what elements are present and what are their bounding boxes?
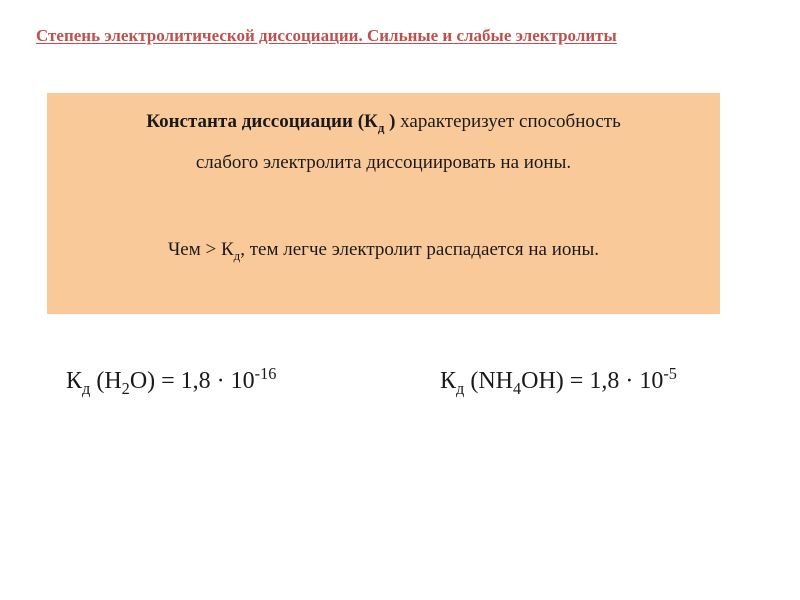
formula-close: OH) = 1,8 · 10 [521, 368, 664, 394]
water-dissociation-constant [66, 364, 277, 398]
definition-line-1 [47, 111, 720, 133]
definition-box [47, 93, 720, 314]
slide-title: Степень электролитической диссоциации. Сильные и слабые электролиты [36, 26, 617, 45]
definition-line-1-rest: характеризует способность [395, 111, 621, 132]
ammonium-hydroxide-dissociation-constant [440, 364, 677, 398]
formula-symbol: К [66, 368, 83, 394]
formula-subscript: 2 [121, 378, 130, 398]
formula-subscript: 4 [512, 378, 522, 398]
formula-symbol-subscript: д [456, 378, 465, 398]
formula-exponent: -16 [254, 364, 277, 383]
formula-symbol-subscript: д [82, 378, 91, 398]
definition-line-3 [47, 239, 720, 261]
formula-exponent: -5 [663, 364, 677, 383]
definition-term-text: Константа диссоциации (К [146, 111, 378, 132]
formula-open: (H [90, 368, 122, 394]
formula-open: (NH [464, 368, 513, 394]
definition-line-2: слабого электролита диссоциировать на ионы. [195, 152, 572, 173]
definition-line-3-prefix: Чем > К [167, 239, 234, 260]
definition-term [146, 111, 396, 135]
definition-term-subscript: д [377, 119, 385, 135]
definition-line-3-subscript: д [233, 247, 241, 263]
definition-line-3-rest: , тем легче электролит распадается на ионы. [240, 239, 600, 260]
formula-close: O) = 1,8 · 10 [129, 368, 255, 394]
formula-symbol: К [440, 368, 457, 394]
definition-term-close: ) [384, 111, 396, 132]
